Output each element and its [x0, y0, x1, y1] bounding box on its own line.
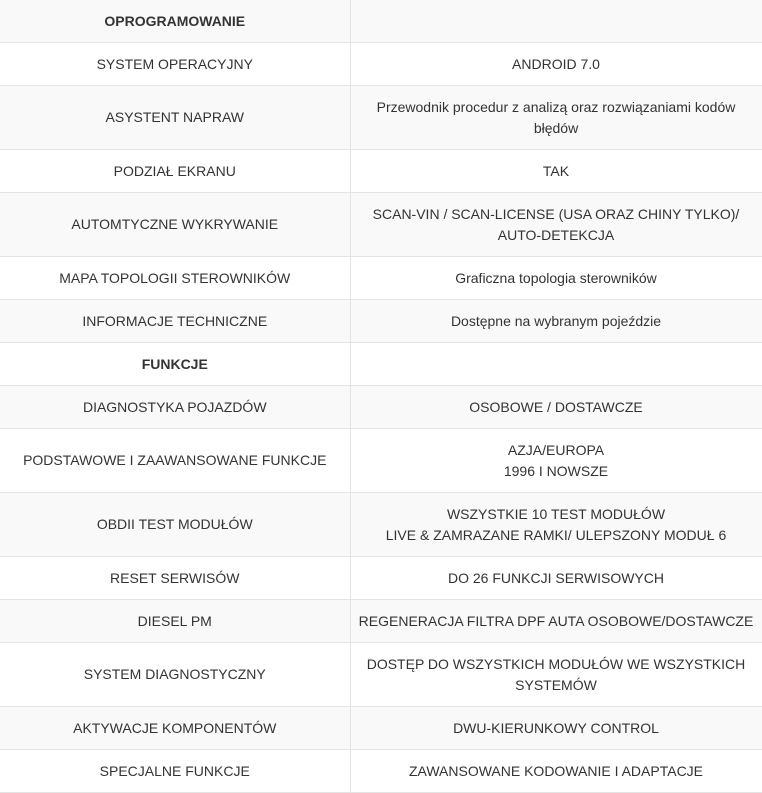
row-value: TAK [350, 150, 762, 193]
row-value: OSOBOWE / DOSTAWCZE [350, 386, 762, 429]
row-value-line: LIVE & ZAMRAZANE RAMKI/ ULEPSZONY MODUŁ 6 [385, 526, 727, 543]
row-label: PODZIAŁ EKRANU [0, 150, 350, 193]
table-row [0, 750, 762, 793]
row-value: ZAWANSOWANE KODOWANIE I ADAPTACJE [350, 750, 762, 793]
section-empty-cell [350, 0, 762, 43]
row-value [350, 493, 762, 557]
row-value: DO 26 FUNKCJI SERWISOWYCH [350, 557, 762, 600]
table-row [0, 707, 762, 750]
row-value [350, 429, 762, 493]
row-label: SPECJALNE FUNKCJE [0, 750, 350, 793]
row-value-line: AZJA/EUROPA [507, 441, 605, 458]
table-row [0, 150, 762, 193]
row-label: DIESEL PM [0, 600, 350, 643]
row-label: SYSTEM DIAGNOSTYCZNY [0, 643, 350, 707]
table-row [0, 86, 762, 150]
table-row [0, 257, 762, 300]
row-value: Przewodnik procedur z analizą oraz rozwiązaniami kodów błędów [350, 86, 762, 150]
table-row [0, 493, 762, 557]
row-label: AUTOMTYCZNE WYKRYWANIE [0, 193, 350, 257]
row-value: SCAN-VIN / SCAN-LICENSE (USA ORAZ CHINY TYLKO)/ AUTO-DETEKCJA [350, 193, 762, 257]
row-label: SYSTEM OPERACYJNY [0, 43, 350, 86]
table-row [0, 429, 762, 493]
section-empty-cell [350, 343, 762, 386]
row-label: RESET SERWISÓW [0, 557, 350, 600]
table-row [0, 386, 762, 429]
row-value: REGENERACJA FILTRA DPF AUTA OSOBOWE/DOSTAWCZE [350, 600, 762, 643]
section-title: FUNKCJE [0, 343, 350, 386]
row-value: DWU-KIERUNKOWY CONTROL [350, 707, 762, 750]
row-value-line: WSZYSTKIE 10 TEST MODUŁÓW [446, 505, 666, 522]
table-row [0, 43, 762, 86]
row-value: Graficzna topologia sterowników [350, 257, 762, 300]
row-label: MAPA TOPOLOGII STEROWNIKÓW [0, 257, 350, 300]
row-label: ASYSTENT NAPRAW [0, 86, 350, 150]
row-label: PODSTAWOWE I ZAAWANSOWANE FUNKCJE [0, 429, 350, 493]
table-row [0, 193, 762, 257]
table-row [0, 300, 762, 343]
table-row [0, 557, 762, 600]
row-label: INFORMACJE TECHNICZNE [0, 300, 350, 343]
row-value-line: 1996 I NOWSZE [503, 462, 609, 479]
table-row [0, 600, 762, 643]
row-value: ANDROID 7.0 [350, 43, 762, 86]
row-value: Dostępne na wybranym pojeździe [350, 300, 762, 343]
row-label: OBDII TEST MODUŁÓW [0, 493, 350, 557]
table-row [0, 643, 762, 707]
row-label: DIAGNOSTYKA POJAZDÓW [0, 386, 350, 429]
row-value: DOSTĘP DO WSZYSTKICH MODUŁÓW WE WSZYSTKICH SYSTEMÓW [350, 643, 762, 707]
section-header-row [0, 0, 762, 43]
section-header-row [0, 343, 762, 386]
row-label: AKTYWACJE KOMPONENTÓW [0, 707, 350, 750]
section-title: OPROGRAMOWANIE [0, 0, 350, 43]
